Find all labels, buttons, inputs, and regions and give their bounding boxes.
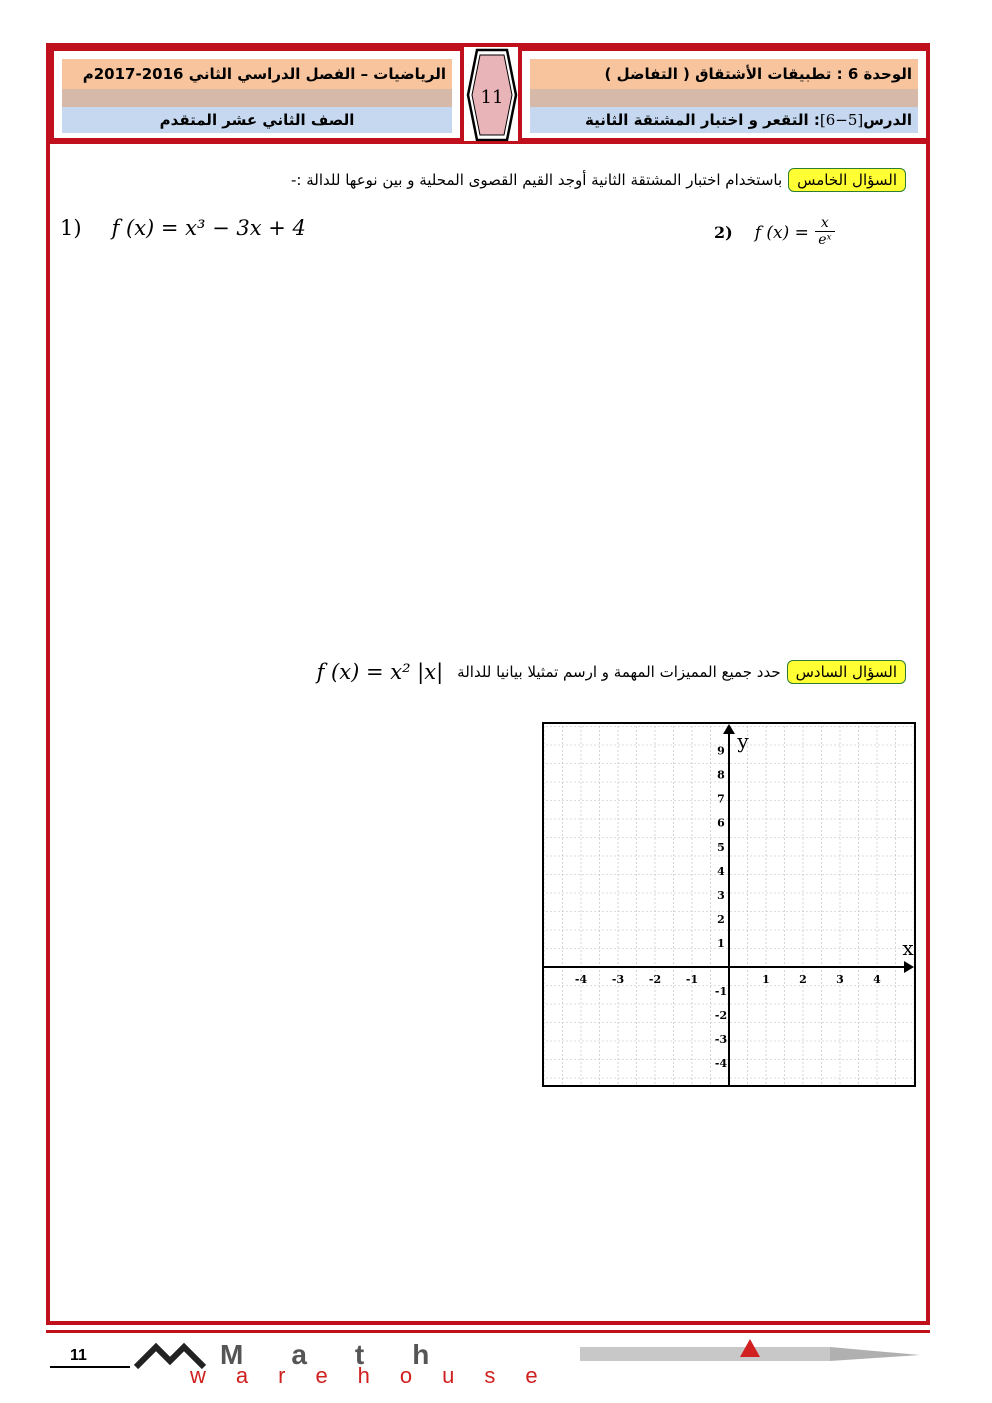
y-tick-label: 2 [717,912,725,926]
q5-item-2-lhs: f (x) = [754,222,809,243]
y-tick-label: -4 [714,1057,728,1071]
x-axis-label: x [902,936,914,960]
y-tick-label: -1 [714,985,728,999]
lesson-prefix: الدرس [863,111,912,129]
footer-page-number: 11 [70,1347,87,1364]
coordinate-grid [542,722,916,1087]
unit-title-band [530,59,918,89]
y-tick-label: -2 [714,1009,728,1023]
x-axis-arrow [904,961,914,973]
q5-item-1-expression: f (x) = x³ − 3x + 4 [111,216,306,240]
y-tick-label: 3 [717,888,725,902]
logo-top-text: Math [220,1339,478,1370]
header-divider-band [62,89,452,107]
x-tick-label: 2 [799,973,807,986]
lesson-number: [6−5] [819,111,864,129]
footer-underline [50,1366,130,1368]
y-axis-arrow [723,724,735,734]
q5-item-2 [714,216,835,249]
x-tick-label: -1 [685,973,699,986]
x-tick-label: 1 [762,973,770,986]
question-6-expression: f (x) = x² |x| [316,660,444,684]
footer-rule [46,1330,930,1333]
grade-band [62,107,452,133]
y-tick-label: 7 [717,792,725,806]
x-tick-label: -2 [648,973,662,986]
x-tick-label: -3 [611,973,625,986]
y-tick-label: 6 [717,816,725,830]
subject-semester [62,59,452,89]
header-divider-band-2 [530,89,918,107]
subject-semester-text: الرياضيات – الفصل الدراسي الثاني 2016-2017م [82,65,446,83]
y-tick-label: -3 [714,1033,728,1047]
header-unit-box [518,47,930,142]
q5-item-1-number: 1) [60,216,82,240]
q5-item-2-denominator: eˣ [818,232,832,248]
y-tick-label: 4 [717,864,725,878]
logo-bar [580,1347,830,1361]
x-tick-label: -4 [574,973,588,986]
q5-item-2-number: 2) [714,223,733,242]
y-axis-label: y [737,729,749,753]
q5-item-2-numerator: x [815,216,835,232]
x-tick-label: 4 [873,973,881,986]
q5-item-2-fraction [815,216,835,249]
page-badge [465,47,519,143]
grade-text: الصف الثاني عشر المتقدم [159,111,355,129]
y-tick-label: 8 [717,768,725,782]
question-6-label: السؤال السادس [787,660,906,684]
logo-bottom-text: warehouse [190,1363,568,1385]
question-5 [291,168,906,192]
question-5-text: باستخدام اختبار المشتقة الثانية أوجد القيم القصوى المحلية و بين نوعها للدالة :- [291,171,783,189]
q5-item-2-expression [755,216,835,249]
header-rule [50,141,926,144]
page-badge-number: 11 [480,87,504,108]
unit-title: الوحدة 6 : تطبيقات الأشتقاق ( التفاضل ) [604,65,912,83]
question-6 [317,660,906,684]
logo-tail [830,1347,920,1361]
header-course-box [50,47,464,142]
question-5-label: السؤال الخامس [788,168,906,192]
x-tick-label: 3 [836,973,844,986]
y-tick-label: 1 [717,936,725,950]
y-tick-label: 5 [717,840,725,854]
q5-item-1 [60,216,306,240]
y-tick-label: 9 [717,744,725,758]
question-6-text: حدد جميع المميزات المهمة و ارسم تمثيلا بيانيا للدالة [457,663,781,681]
math-warehouse-logo [130,1335,930,1385]
lesson-band [530,107,918,133]
lesson-title: : التقعر و اختبار المشتقة الثانية [584,111,820,129]
